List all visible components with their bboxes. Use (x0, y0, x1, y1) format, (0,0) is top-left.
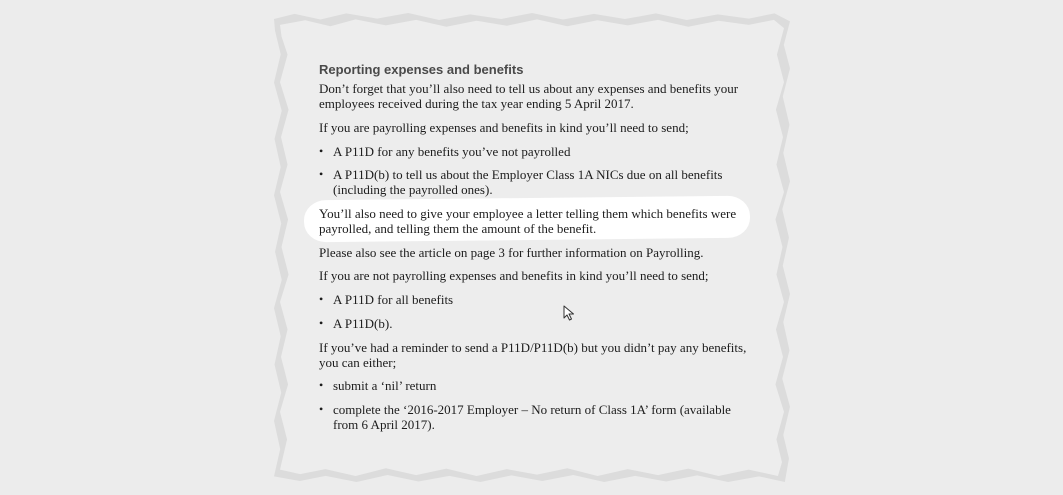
bullet-icon: • (319, 144, 324, 158)
list-item-text: A P11D for any benefits you’ve not payrolled (333, 144, 571, 159)
list-item-text: A P11D(b) to tell us about the Employer Class 1A NICs due on all benefits (including the payrolled ones). (333, 167, 723, 197)
highlighted-paragraph: You’ll also need to give your employee a letter telling them which benefits were payrolled, and telling them the amount of the benefit. (319, 206, 737, 236)
list-item (319, 292, 759, 307)
list-item (319, 167, 759, 197)
see-also-paragraph: Please also see the article on page 3 for further information on Payrolling. (319, 245, 704, 260)
bullet-icon: • (319, 402, 324, 416)
list-item-text: submit a ‘nil’ return (333, 378, 437, 393)
mouse-pointer-icon (563, 305, 575, 321)
list-item-text: complete the ‘2016-2017 Employer – No return of Class 1A’ form (available from 6 April 2017). (333, 402, 731, 432)
not-payrolling-lead-paragraph: If you are not payrolling expenses and benefits in kind you’ll need to send; (319, 268, 709, 283)
reminder-paragraph: If you’ve had a reminder to send a P11D/P11D(b) but you didn’t pay any benefits, you can either; (319, 340, 747, 370)
list-item (319, 316, 759, 331)
list-item-text: A P11D(b). (333, 316, 393, 331)
list-item (319, 402, 759, 432)
bullet-icon: • (319, 167, 324, 181)
bullet-icon: • (319, 292, 324, 306)
section-heading: Reporting expenses and benefits (319, 62, 524, 77)
list-item (319, 378, 759, 393)
bullet-icon: • (319, 316, 324, 330)
list-item-text: A P11D for all benefits (333, 292, 454, 307)
list-item (319, 144, 759, 159)
intro-paragraph: Don’t forget that you’ll also need to tell us about any expenses and benefits your employees received during the tax year ending 5 April 2017. (319, 81, 739, 111)
payrolling-lead-paragraph: If you are payrolling expenses and benefits in kind you’ll need to send; (319, 120, 689, 135)
bullet-icon: • (319, 378, 324, 392)
